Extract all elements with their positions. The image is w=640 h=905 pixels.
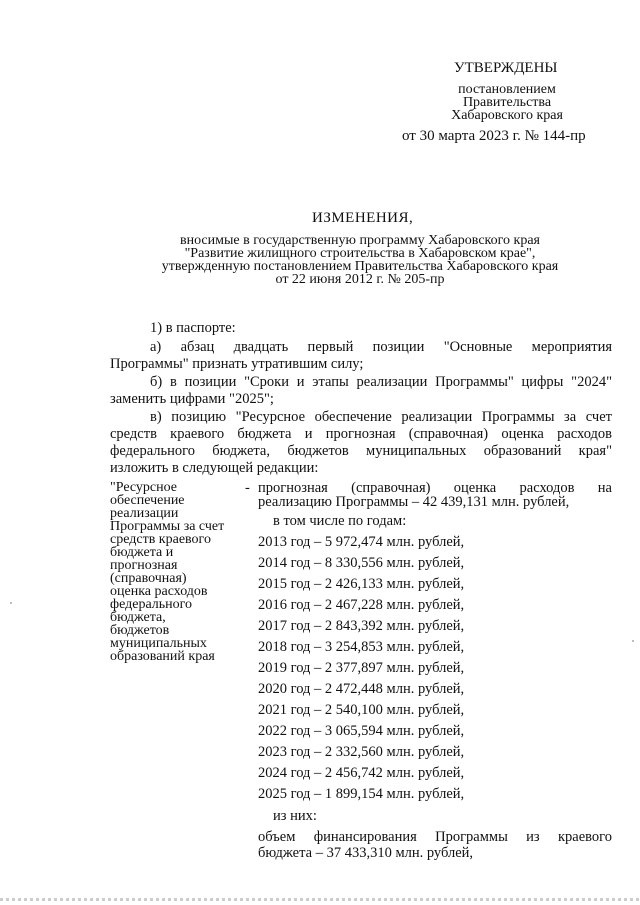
year-amount-line: 2017 год – 2 843,392 млн. рублей, bbox=[258, 618, 465, 634]
table-left-line: средств краевого bbox=[110, 532, 211, 547]
table-dash: - bbox=[245, 480, 250, 496]
scan-speck bbox=[632, 640, 634, 642]
approval-title: УТВЕРЖДЕНЫ bbox=[454, 60, 558, 76]
item-b-line-1: б) в позиции "Сроки и этапы реализации Программы" цифры "2024" bbox=[150, 374, 612, 390]
forecast-line-2: реализацию Программы – 42 439,131 млн. рублей, bbox=[258, 494, 570, 510]
table-left-line: реализации bbox=[110, 506, 179, 521]
table-left-line: бюджета и bbox=[110, 545, 174, 560]
year-amount-line: 2025 год – 1 899,154 млн. рублей, bbox=[258, 786, 465, 802]
table-left-line: "Ресурсное bbox=[110, 480, 177, 495]
regional-budget-line-1: объем финансирования Программы из краевого bbox=[258, 829, 612, 845]
approval-line-3: Хабаровского края bbox=[451, 108, 563, 123]
item-a-line-1: а) абзац двадцать первый позиции "Основные мероприятия bbox=[150, 339, 612, 355]
item-b-line-2: заменить цифрами "2025"; bbox=[110, 391, 274, 407]
table-left-line: прогнозная bbox=[110, 558, 178, 573]
document-subtitle-2: "Развитие жилищного строительства в Хабаровском крае", bbox=[184, 246, 536, 261]
item-a-line-2: Программы" признать утратившим силу; bbox=[110, 356, 364, 372]
table-left-line: муниципальных bbox=[110, 636, 207, 651]
forecast-line-1: прогнозная (справочная) оценка расходов на bbox=[258, 480, 612, 496]
year-amount-line: 2024 год – 2 456,742 млн. рублей, bbox=[258, 765, 465, 781]
year-amount-line: 2022 год – 3 065,594 млн. рублей, bbox=[258, 723, 465, 739]
table-left-line: оценка расходов bbox=[110, 584, 208, 599]
item-v-line-3: федерального бюджета, бюджетов муниципальных образований края" bbox=[110, 443, 612, 459]
table-left-line: бюджета, bbox=[110, 610, 166, 625]
document-subtitle-1: вносимые в государственную программу Хабаровского края bbox=[179, 233, 540, 248]
year-amount-line: 2014 год – 8 330,556 млн. рублей, bbox=[258, 555, 465, 571]
approval-line-1: постановлением bbox=[458, 82, 556, 97]
scan-edge-artifact bbox=[0, 898, 640, 901]
item-v-line-4: изложить в следующей редакции: bbox=[110, 460, 319, 476]
table-left-line: образований края bbox=[110, 649, 215, 664]
item-v-line-1: в) позицию "Ресурсное обеспечение реализации Программы за счет bbox=[150, 409, 612, 425]
table-left-line: Программы за счет bbox=[110, 519, 225, 534]
regional-budget-line-2: бюджета – 37 433,310 млн. рублей, bbox=[258, 845, 474, 861]
table-left-line: обеспечение bbox=[110, 493, 185, 508]
approval-date: от 30 марта 2023 г. № 144-пр bbox=[402, 128, 586, 144]
table-left-line: (справочная) bbox=[110, 571, 187, 586]
year-amount-line: 2023 год – 2 332,560 млн. рублей, bbox=[258, 744, 465, 760]
year-amount-line: 2019 год – 2 377,897 млн. рублей, bbox=[258, 660, 465, 676]
item-1: 1) в паспорте: bbox=[150, 320, 236, 336]
of-them-label: из них: bbox=[273, 808, 317, 824]
year-amount-line: 2016 год – 2 467,228 млн. рублей, bbox=[258, 597, 465, 613]
table-left-line: бюджетов bbox=[110, 623, 170, 638]
document-title: ИЗМЕНЕНИЯ, bbox=[312, 210, 414, 226]
table-left-line: федерального bbox=[110, 597, 193, 612]
by-years-label: в том числе по годам: bbox=[273, 513, 407, 529]
document-subtitle-3: утвержденную постановлением Правительства Хабаровского края bbox=[161, 259, 559, 274]
item-v-line-2: средств краевого бюджета и прогнозная (справочная) оценка расходов bbox=[110, 426, 612, 442]
year-amount-line: 2021 год – 2 540,100 млн. рублей, bbox=[258, 702, 465, 718]
year-amount-line: 2013 год – 5 972,474 млн. рублей, bbox=[258, 534, 465, 550]
year-amount-line: 2015 год – 2 426,133 млн. рублей, bbox=[258, 576, 465, 592]
scan-speck bbox=[10, 602, 12, 604]
document-subtitle-4: от 22 июня 2012 г. № 205-пр bbox=[275, 272, 445, 287]
year-amount-line: 2018 год – 3 254,853 млн. рублей, bbox=[258, 639, 465, 655]
year-amount-line: 2020 год – 2 472,448 млн. рублей, bbox=[258, 681, 465, 697]
approval-line-2: Правительства bbox=[462, 95, 552, 110]
